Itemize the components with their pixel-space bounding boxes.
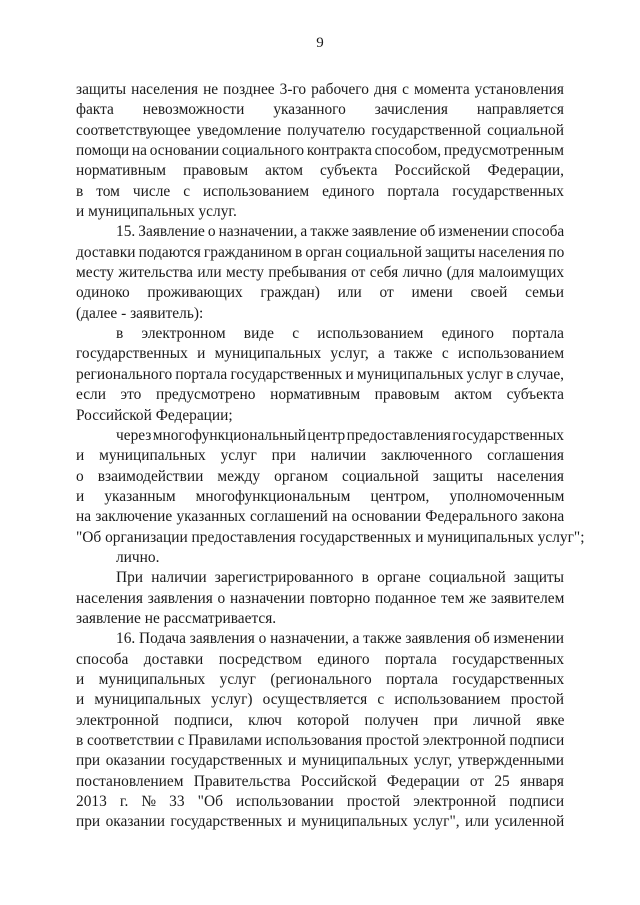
text-line: месту жительства или месту пребывания от себя лично (для малоимущих [76, 264, 565, 282]
document-body [76, 80, 585, 833]
text-line: в том числе с использованием единого портала государственных [76, 182, 564, 200]
text-line: 2013 г. № 33 "Об использовании простой электронной подписи [76, 793, 565, 811]
text-line: помощи на основании социального контракта способом, предусмотренным [76, 142, 564, 160]
text-line: о взаимодействии между органом социальной защиты населения [76, 467, 564, 485]
text-line: и муниципальных услуг) осуществляется с использованием простой [76, 691, 564, 709]
text-line: 15. Заявление о назначении, а также заявление об изменении способа [116, 223, 565, 241]
text-line: доставки подаются гражданином в орган социальной защиты населения по [76, 243, 565, 261]
text-line: населения заявления о назначении повторно поданное тем же заявителем [76, 589, 565, 607]
text-line: соответствующее уведомление получателю государственной социальной [76, 121, 564, 139]
text-line: нормативным правовым актом субъекта Российской Федерации, [76, 162, 564, 180]
text-line: и указанным многофункциональным центром, уполномоченным [76, 487, 565, 505]
text-line: государственных и муниципальных услуг, а также с использованием [76, 345, 565, 363]
text-line: электронной подписи, ключ которой получен при личной явке [76, 711, 565, 729]
text-line: защиты населения не позднее 3-го рабочего дня с момента установления [76, 81, 564, 98]
text-line: регионального портала государственных и муниципальных услуг в случае, [76, 365, 564, 383]
text-line: При наличии зарегистрированного в органе социальной защиты [116, 569, 564, 587]
text-line: "Об организации предоставления государственных и муниципальных услуг"; [76, 528, 585, 546]
text-line: на заключение указанных соглашений на основании Федерального закона [76, 508, 565, 526]
text-line: лично. [116, 548, 160, 566]
text-line: и муниципальных услуг. [76, 203, 237, 221]
text-line: и муниципальных услуг при наличии заключенного соглашения [76, 447, 564, 465]
text-line: при оказании государственных и муниципальных услуг", или усиленной [76, 813, 565, 831]
text-line: (далее - заявитель): [76, 304, 204, 322]
text-line: заявление не рассматривается. [76, 609, 277, 627]
page-number: 9 [316, 35, 324, 51]
text-line: и муниципальных услуг (регионального портала государственных [76, 670, 565, 688]
text-line: постановлением Правительства Российской Федерации от 25 января [76, 772, 564, 790]
text-line: через многофункциональный центр предоставления государственных [116, 426, 564, 444]
text-line: 16. Подача заявления о назначении, а также заявления об изменении [116, 630, 564, 648]
text-line: при оказании государственных и муниципальных услуг, утвержденными [76, 752, 564, 770]
text-line: одиноко проживающих граждан) или от имени своей семьи [76, 284, 564, 302]
text-line: Российской Федерации; [76, 406, 233, 424]
text-line: если это предусмотрено нормативным правовым актом субъекта [76, 386, 564, 404]
text-line: факта невозможности указанного зачисления направляется [76, 101, 564, 119]
text-line: способа доставки посредством единого портала государственных [76, 650, 565, 668]
text-line: в электронном виде с использованием единого портала [116, 325, 564, 343]
text-line: в соответствии с Правилами использования простой электронной подписи [76, 732, 565, 749]
